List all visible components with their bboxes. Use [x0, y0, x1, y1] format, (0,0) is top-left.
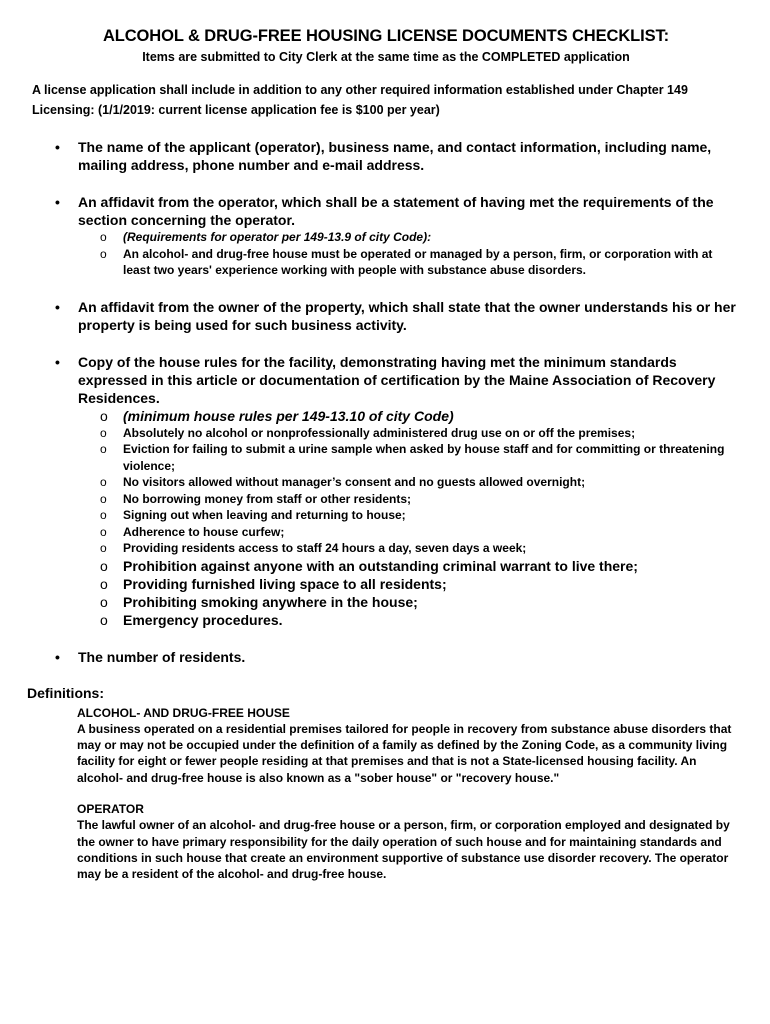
definition-term: OPERATOR [77, 801, 144, 816]
bullet-icon: • [55, 139, 60, 155]
circle-bullet-icon: o [100, 524, 107, 539]
definition-text: A business operated on a residential premises tailored for people in recovery from substance abuse disorders that may or may not be occupied under the definition of a family as defined by the Zoning Code, as a community living facility for eight or fewer people residing at that premises and that is not a State-licensed housing facility. An alcohol- and drug-free house is also known as a "sober house" or "recovery house." [77, 721, 732, 785]
definition-entry [77, 705, 740, 786]
definition-entry [77, 801, 740, 882]
sub-list [78, 229, 740, 279]
definition-term: ALCOHOL- AND DRUG-FREE HOUSE [77, 705, 290, 720]
checklist-item-text: Copy of the house rules for the facility, demonstrating having met the minimum standards expressed in this article or documentation of certification by the Maine Association of Recovery Residences. [78, 353, 716, 406]
sub-list-heading [78, 407, 740, 425]
checklist-item-text: An affidavit from the owner of the property, which shall state that the owner understands his or her property is being used for such business activity. [78, 298, 736, 333]
bullet-icon: • [55, 298, 60, 315]
sub-list-item [78, 593, 740, 611]
sub-list-item [78, 491, 740, 508]
sub-list-item [78, 507, 740, 524]
sub-item-text: Prohibition against anyone with an outstanding criminal warrant to live there; [123, 557, 638, 574]
circle-bullet-icon: o [100, 611, 108, 628]
definitions-heading: Definitions: [27, 684, 104, 701]
checklist [32, 138, 740, 666]
document-title: ALCOHOL & DRUG-FREE HOUSING LICENSE DOCUMENTS CHECKLIST: [102, 27, 670, 45]
circle-bullet-icon: o [100, 491, 107, 506]
sub-item-text: Signing out when leaving and returning to house; [123, 508, 406, 522]
sub-list-item [78, 540, 740, 557]
circle-bullet-icon: o [100, 541, 107, 555]
checklist-item-text: The number of residents. [78, 648, 246, 665]
sub-list-item [78, 474, 740, 491]
sub-item-text: Emergency procedures. [123, 611, 283, 628]
sub-list-item [78, 246, 740, 279]
circle-bullet-icon: o [100, 230, 107, 244]
circle-bullet-icon: o [100, 575, 108, 592]
sub-list-item [78, 611, 740, 629]
sub-list-item [78, 524, 740, 541]
sub-item-text: No visitors allowed without manager’s consent and no guests allowed overnight; [123, 475, 586, 489]
sub-item-text: Providing furnished living space to all residents; [123, 575, 447, 592]
circle-bullet-icon: o [100, 508, 107, 522]
circle-bullet-icon: o [100, 407, 108, 424]
checklist-item [32, 138, 740, 174]
circle-bullet-icon: o [100, 557, 108, 574]
sub-item-text: Absolutely no alcohol or nonprofessionally administered drug use on or off the premises; [123, 425, 636, 440]
sub-list-item [78, 575, 740, 593]
sub-list-item [78, 425, 740, 442]
bullet-icon: • [55, 648, 60, 665]
sub-item-text: Providing residents access to staff 24 hours a day, seven days a week; [123, 541, 527, 555]
document-subtitle: Items are submitted to City Clerk at the same time as the COMPLETED application [142, 50, 630, 64]
circle-bullet-icon: o [100, 425, 107, 440]
checklist-item-text: An affidavit from the operator, which shall be a statement of having met the requirements of the section concerning the operator. [78, 194, 714, 228]
sub-item-text: Eviction for failing to submit a urine sample when asked by house staff and for committing or threatening violence; [123, 442, 725, 473]
sub-list-item [78, 557, 740, 575]
sub-item-text: Prohibiting smoking anywhere in the house; [123, 593, 418, 610]
sub-item-text: An alcohol- and drug-free house must be operated or managed by a person, firm, or corporation with at least two years' experience working with people with substance abuse disorders. [123, 246, 713, 277]
checklist-item [32, 298, 740, 334]
sub-list-item [78, 441, 740, 474]
bullet-icon: • [55, 353, 60, 370]
intro-paragraph: A license application shall include in addition to any other required information established under Chapter 149 Licensing: (1/1/2019: current license application fee is $100 per year) [32, 83, 688, 117]
checklist-item [32, 193, 740, 279]
checklist-item-text: The name of the applicant (operator), business name, and contact information, including name, mailing address, phone number and e-mail address. [78, 139, 712, 173]
sub-heading-text: (minimum house rules per 149-13.10 of city Code) [123, 407, 454, 424]
sub-item-text: Adherence to house curfew; [123, 524, 285, 539]
sub-list-heading [78, 229, 740, 246]
definition-text: The lawful owner of an alcohol- and drug-free house or a person, firm, or corporation employed and designated by the owner to have primary responsibility for the daily operation of such house and for maintaining standards and conditions in such house that create an environment supportive of substance use disorder recovery. The operator may be a resident of the alcohol- and drug-free house. [77, 818, 730, 882]
circle-bullet-icon: o [100, 593, 108, 610]
circle-bullet-icon: o [100, 442, 107, 456]
sub-list [78, 407, 740, 629]
bullet-icon: • [55, 194, 60, 210]
checklist-item [32, 353, 740, 629]
checklist-item [32, 648, 740, 666]
sub-item-text: No borrowing money from staff or other residents; [123, 491, 412, 506]
sub-heading-text: (Requirements for operator per 149-13.9 of city Code): [123, 230, 432, 244]
circle-bullet-icon: o [100, 475, 107, 489]
circle-bullet-icon: o [100, 246, 107, 261]
